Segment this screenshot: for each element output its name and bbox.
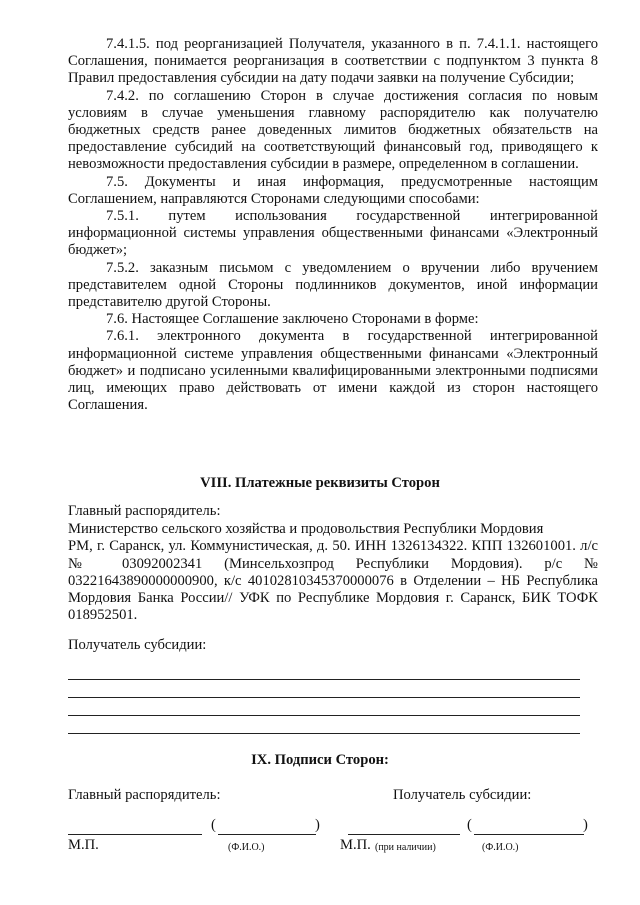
recipient-label: Получатель субсидии: — [68, 637, 207, 653]
left-fio-open-paren: ( — [211, 817, 216, 833]
section-8-title: VIII. Платежные реквизиты Сторон — [200, 475, 440, 491]
blank-line — [68, 733, 580, 734]
blank-line — [68, 697, 580, 698]
bank-details: РМ, г. Саранск, ул. Коммунистическая, д. 50. ИНН 1326134322. КПП 132601001. л/с № 03092002341 (Минсельхозпрод Республики Мордовия). р/с № 03221643890000000900, к/с 40102810345370000076 в Отделении – НБ Республика Мордовия Банка России// УФК по Республике Мордовия г. Саранск, БИК ТОФК 018952501. — [68, 538, 598, 624]
right-signature-line — [348, 834, 460, 835]
section-9-title: IX. Подписи Сторон: — [251, 752, 389, 768]
left-signer-label: Главный распорядитель: — [68, 787, 221, 803]
right-stamp-caption: (при наличии) — [375, 842, 436, 853]
right-fio-caption: (Ф.И.О.) — [482, 842, 519, 853]
paragraph-7-4-1-5: 7.4.1.5. под реорганизацией Получателя, указанного в п. 7.4.1.1. настоящего Соглашения, понимается реорганизация в соответствии с подпунктом 3 пункта 8 Правил предоставления субсидии на дату подачи заявки на получение Субсидии; — [68, 36, 598, 87]
paragraph-7-5-2: 7.5.2. заказным письмом с уведомлением о вручении либо вручением представителем одной Стороны подлинников документов, иной информации представителю другой Стороны. — [68, 259, 598, 311]
right-signer-label: Получатель субсидии: — [393, 787, 532, 803]
paragraph-7-6-1: 7.6.1. электронного документа в государственной интегрированной информационной системе управления общественными финансами «Электронный бюджет» и подписано усиленными квалифицированными электронными подписями лиц, имеющих право действовать от имени каждой из сторон настоящего Соглашения. — [68, 328, 598, 414]
ministry-name: Министерство сельского хозяйства и продовольствия Республики Мордовия — [68, 521, 544, 538]
right-stamp-label: М.П. — [340, 837, 371, 853]
right-fio-close-paren: ) — [583, 817, 588, 833]
left-fio-line — [218, 834, 316, 835]
paragraph-7-6: 7.6. Настоящее Соглашение заключено Сторонами в форме: — [106, 311, 479, 328]
main-manager-label: Главный распорядитель: — [68, 503, 221, 519]
right-fio-open-paren: ( — [467, 817, 472, 833]
left-signature-line — [68, 834, 202, 835]
paragraph-7-4-2: 7.4.2. по соглашению Сторон в случае достижения согласия по новым условиям в случае уменьшения главному распорядителю как получателю бюджетных средств ранее доведенных лимитов бюджетных обязательств на предоставление субсидий на соответствующий финансовый год, приводящего к невозможности предоставления субсидии в размере, определенном в соглашении. — [68, 87, 598, 173]
paragraph-7-5: 7.5. Документы и иная информация, предусмотренные настоящим Соглашением, направляются Сторонами следующими способами: — [68, 173, 598, 207]
payment-details — [68, 503, 598, 624]
blank-line — [68, 679, 580, 680]
paragraph-7-5-1: 7.5.1. путем использования государственной интегрированной информационной системы управления общественными финансами «Электронный бюджет»; — [68, 208, 598, 259]
blank-line — [68, 715, 580, 716]
right-fio-line — [474, 834, 584, 835]
agreement-text — [68, 36, 598, 414]
left-fio-caption: (Ф.И.О.) — [228, 842, 265, 853]
left-stamp-label: М.П. — [68, 837, 99, 853]
left-fio-close-paren: ) — [315, 817, 320, 833]
